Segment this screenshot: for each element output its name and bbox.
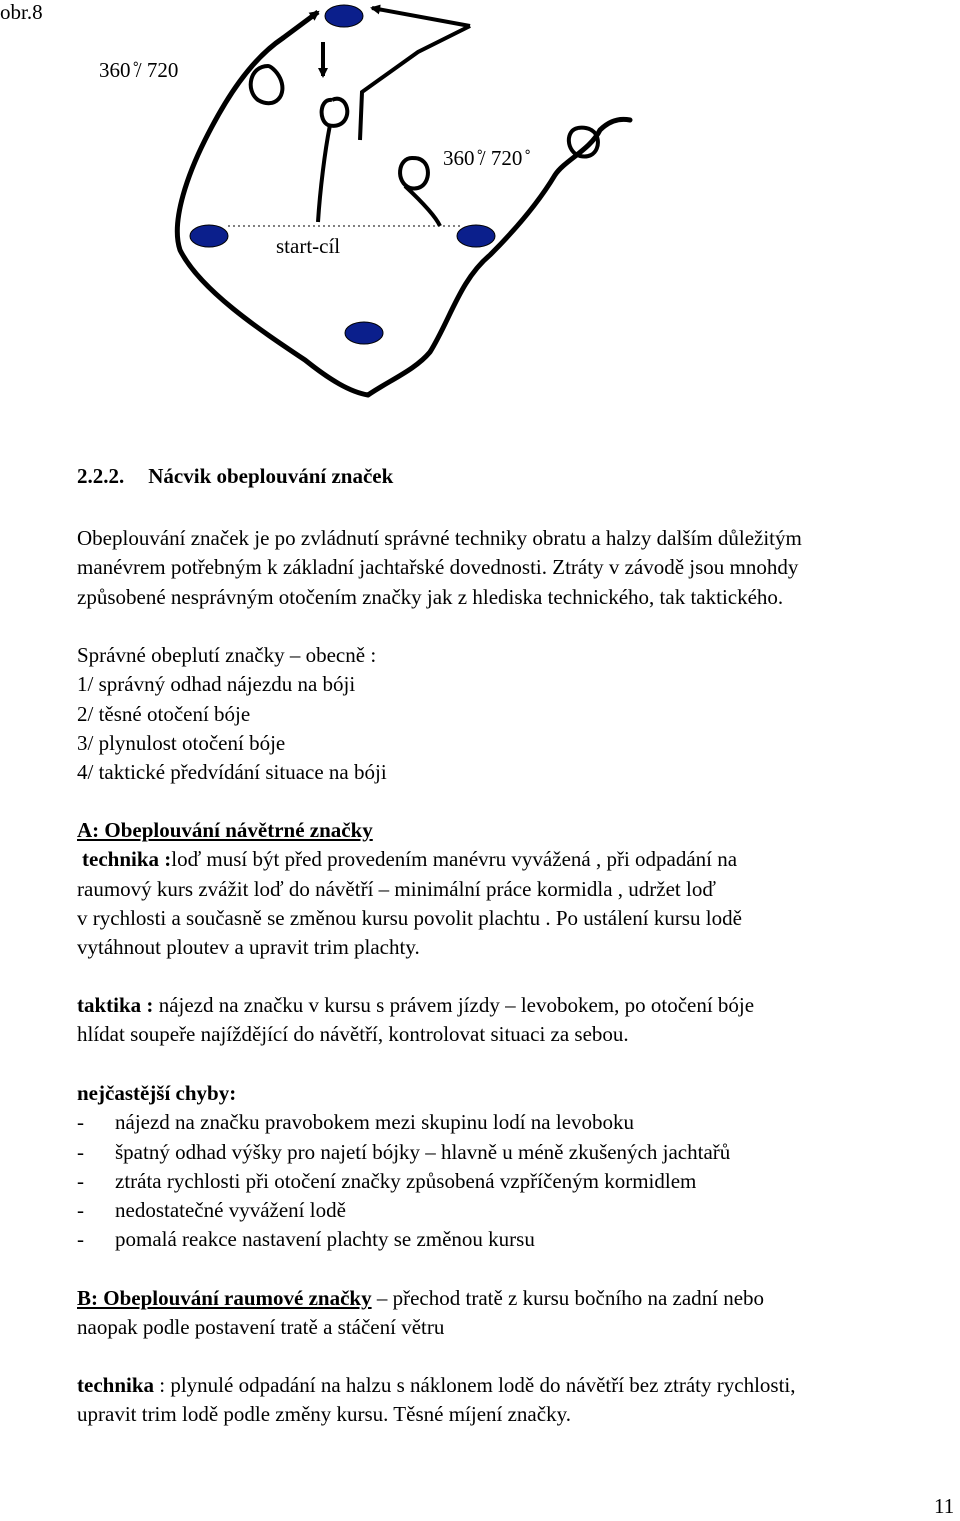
section-number: 2.2.2. xyxy=(77,464,125,488)
reach-technique-text: : plynulé odpadání na halzu s náklonem lodě do návětří bez ztráty rychlosti, xyxy=(154,1373,796,1397)
windward-heading: A: Obeplouvání návětrné značky xyxy=(77,818,373,842)
rounding-loop xyxy=(322,99,348,126)
error-item: - ztráta rychlosti při otočení značky způsobená vzpříčeným kormidlem xyxy=(77,1168,697,1193)
reach-section xyxy=(77,1284,764,1343)
figure-label: obr.8 xyxy=(0,0,43,24)
course-path xyxy=(177,38,630,395)
intro-line: Obeplouvání značek je po zvládnutí správné techniky obratu a halzy dalším důležitým xyxy=(77,526,802,550)
reach-heading: B: Obeplouvání raumové značky xyxy=(77,1286,372,1310)
errors-list xyxy=(77,1079,730,1255)
technique-text: v rychlosti a současně se změnou kursu povolit plachtu . Po ustálení kursu lodě xyxy=(77,905,742,930)
buoy xyxy=(345,322,383,344)
reach-line: naopak podle postavení tratě a stáčení větru xyxy=(77,1315,445,1340)
windward-section xyxy=(77,816,742,962)
buoy xyxy=(190,225,228,247)
figure-note-left: 360 ̊/ 720 xyxy=(99,58,179,82)
error-item: - pomalá reakce nastavení plachty se změnou kursu xyxy=(77,1227,535,1252)
error-item: - špatný odhad výšky pro najetí bójky – hlavně u méně zkušených jachtařů xyxy=(77,1139,731,1164)
technique-text: loď musí být před provedením manévru vyvážená , při odpadání na xyxy=(171,847,738,872)
general-list xyxy=(77,641,387,787)
tactics-label: taktika : xyxy=(77,993,154,1017)
rounding-loop xyxy=(251,66,283,103)
figure-note-right: 360 ̊/ 720 ̊ xyxy=(443,146,528,170)
reach-technique-text: upravit trim lodě podle změny kursu. Těsné míjení značky. xyxy=(77,1402,571,1427)
technique-text: raumový kurs zvážit loď do návětří – minimální práce kormidla , udržet loď xyxy=(77,876,716,901)
rounding-loop xyxy=(400,158,428,188)
reach-technique-label: technika xyxy=(77,1373,155,1397)
general-item: 4/ taktické předvídání situace na bóji xyxy=(77,760,387,785)
error-item: - nedostatečné vyvážení lodě xyxy=(77,1198,346,1223)
intro-line: způsobené nesprávným otočením značky jak z hlediska technického, tak taktického. xyxy=(77,584,784,609)
general-item: 3/ plynulost otočení bóje xyxy=(77,730,286,755)
page-number: 11 xyxy=(934,1494,955,1518)
error-item: - nájezd na značku pravobokem mezi skupinu lodí na levoboku xyxy=(77,1110,635,1135)
section-heading xyxy=(77,464,393,489)
intro-line: manévrem potřebným k základní jachtařské dovednosti. Ztráty v závodě jsou mnohdy xyxy=(77,555,799,580)
intro-paragraph xyxy=(77,524,802,612)
general-item: 1/ správný odhad nájezdu na bóji xyxy=(77,672,356,697)
start-finish-label: start-cíl xyxy=(276,234,341,258)
tactics-paragraph xyxy=(77,991,754,1050)
errors-heading: nejčastější chyby: xyxy=(77,1081,237,1105)
reach-heading-rest: – přechod tratě z kursu bočního na zadní nebo xyxy=(371,1286,765,1310)
technique-text: vytáhnout ploutev a upravit trim plachty. xyxy=(77,935,420,960)
tactics-text: hlídat soupeře najíždějící do návětří, kontrolovat situaci za sebou. xyxy=(77,1022,629,1047)
buoy xyxy=(325,5,363,27)
reach-technique xyxy=(77,1371,796,1430)
technique-label: technika : xyxy=(82,847,172,872)
buoy xyxy=(457,225,495,247)
tactics-text: nájezd na značku v kursu s právem jízdy – levobokem, po otočení bóje xyxy=(153,993,755,1017)
general-heading: Správné obeplutí značky – obecně : xyxy=(77,643,377,667)
section-title: Nácvik obeplouvání značek xyxy=(148,464,394,488)
course-arrow xyxy=(372,8,470,26)
general-item: 2/ těsné otočení bóje xyxy=(77,701,251,726)
